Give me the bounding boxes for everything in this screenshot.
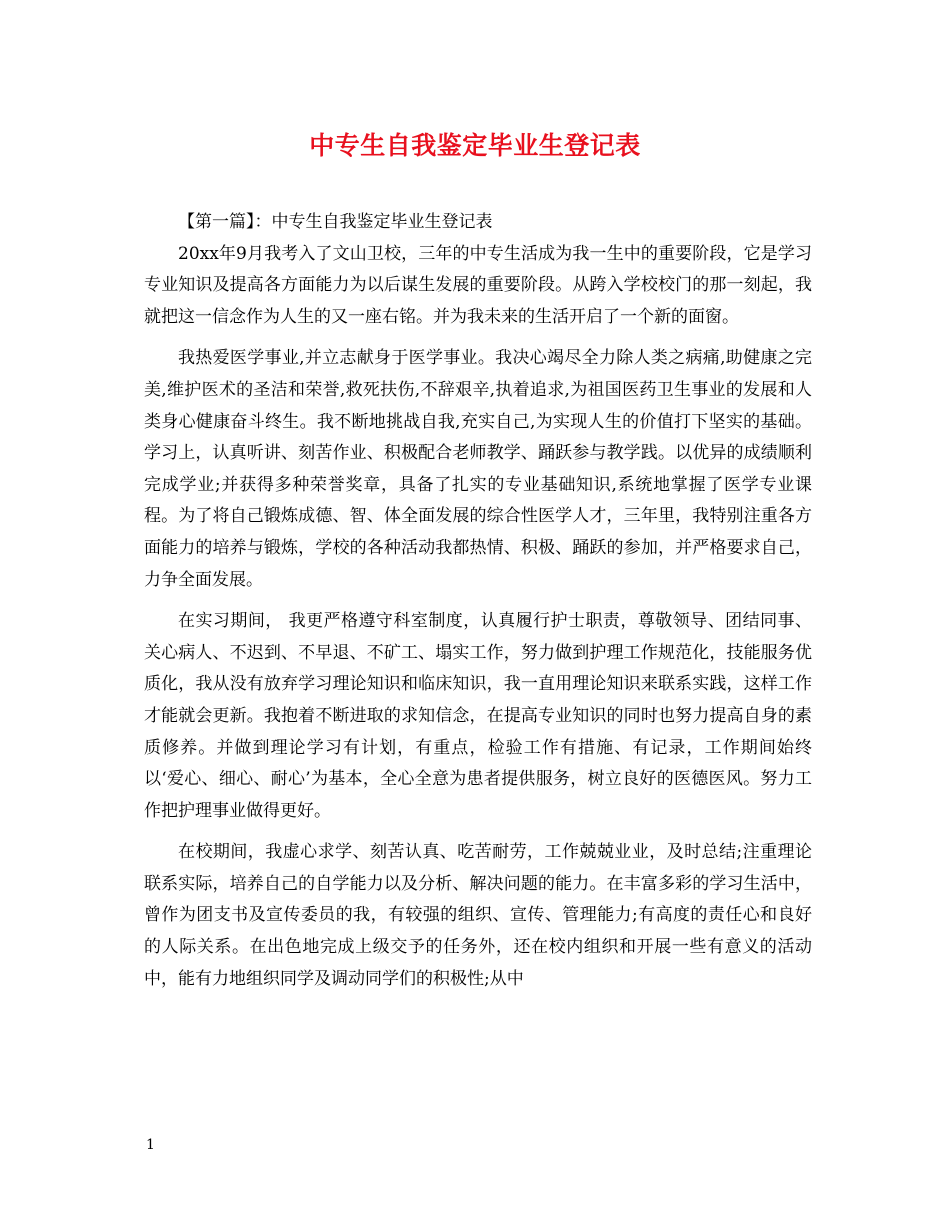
paragraph: 我热爱医学事业,并立志献身于医学事业。我决心竭尽全力除人类之病痛,助健康之完美,维护医术的圣洁和荣誉,救死扶伤,不辞艰辛,执着追求,为祖国医药卫生事业的发展和人类身心健康奋斗终生。我不断地挑战自我,充实自己,为实现人生的价值打下坚实的基础。学习上，认真听讲、刻苦作业、积极配合老师教学、踊跃参与教学践。以优异的成绩顺利完成学业;并获得多种荣誉奖章，具备了扎实的专业基础知识,系统地掌握了医学专业课程。为了将自己锻炼成德、智、体全面发展的综合性医学人才，三年里，我特别注重各方面能力的培养与锻炼，学校的各种活动我都热情、积极、踊跃的参加，并严格要求自己，力争全面发展。: [144, 348, 812, 590]
paragraph: 在实习期间， 我更严格遵守科室制度，认真履行护士职责，尊敬领导、团结同事、关心病人、不迟到、不早退、不矿工、塌实工作，努力做到护理工作规范化，技能服务优质化，我从没有放弃学习理论知识和临床知识，我一直用理论知识来联系实践，这样工作才能就会更新。我抱着不断进取的求知信念，在提高专业知识的同时也努力提高自身的素质修养。并做到理论学习有计划，有重点，检验工作有措施、有记录，工作期间始终以‘爱心、细心、耐心’为基本，全心全意为患者提供服务，树立良好的医德医风。努力工作把护理事业做得更好。: [144, 611, 812, 821]
paragraph: 20xx年9月我考入了文山卫校，三年的中专生活成为我一生中的重要阶段，它是学习专业知识及提高各方面能力为以后谋生发展的重要阶段。从跨入学校校门的那一刻起，我就把这一信念作为人生的又一座右铭。并为我未来的生活开启了一个新的面窗。: [144, 243, 812, 327]
section-heading: 【第一篇】：中专生自我鉴定毕业生登记表: [178, 212, 493, 232]
document-body: [144, 207, 812, 995]
page-number: 1: [146, 1137, 155, 1153]
paragraph: 在校期间，我虚心求学、刻苦认真、吃苦耐劳，工作兢兢业业，及时总结;注重理论联系实际，培养自己的自学能力以及分析、解决问题的能力。在丰富多彩的学习生活中，曾作为团支书及宣传委员的我，有较强的组织、宣传、管理能力;有高度的责任心和良好的人际关系。在出色地完成上级交予的任务外，还在校内组织和开展一些有意义的活动中，能有力地组织同学及调动同学们的积极性;从中: [144, 842, 812, 989]
document-title: 中专生自我鉴定毕业生登记表: [309, 131, 641, 160]
